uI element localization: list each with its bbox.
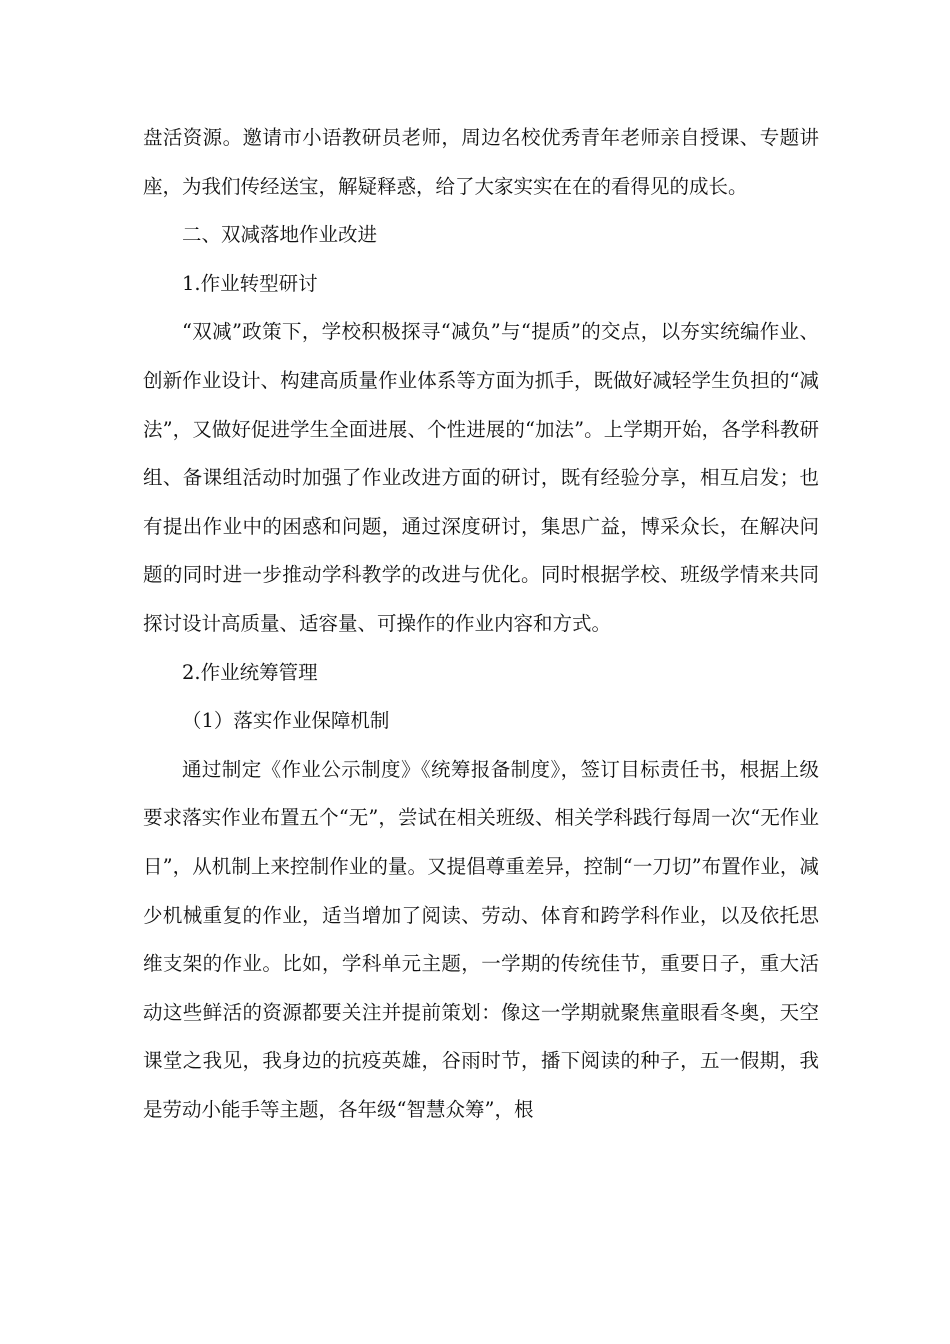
paragraph-homework-mechanism: 通过制定《作业公示制度》《统筹报备制度》，签订目标责任书，根据上级要求落实作业布置五个“无”，尝试在相关班级、相关学科践行每周一次“无作业日”，从机制上来控制作业的量。又提倡尊重差异，控制“一刀切”布置作业，减少机械重复的作业，适当增加了阅读、劳动、体育和跨学科作业，以及依托思维支架的作业。比如，学科单元主题，一学期的传统佳节，重要日子，重大活动这些鲜活的资源都要关注并提前策划：像这一学期就聚焦童眼看冬奥，天空课堂之我见，我身边的抗疫英雄，谷雨时节，播下阅读的种子，五一假期，我是劳动小能手等主题，各年级“智慧众筹”，根 — [143, 757, 819, 1121]
section-heading-2: 二、双减落地作业改进 — [182, 223, 378, 247]
subheading-homework-management: 2.作业统筹管理 — [182, 660, 318, 684]
paragraph-continuation: 盘活资源。邀请市小语教研员老师，周边名校优秀青年老师亲自授课、专题讲座，为我们传经送宝，解疑释惑，给了大家实实在在的看得见的成长。 — [143, 126, 819, 198]
subheading-homework-transformation: 1.作业转型研讨 — [182, 271, 318, 295]
paragraph-double-reduction-policy: “双减”政策下，学校积极探寻“减负”与“提质”的交点，以夯实统编作业、创新作业设计、构建高质量作业体系等方面为抓手，既做好减轻学生负担的“减法”，又做好促进学生全面进展、个性进展的“加法”。上学期开始，各学科教研组、备课组活动时加强了作业改进方面的研讨，既有经验分享，相互启发；也有提出作业中的困惑和问题，通过深度研讨，集思广益，博采众长，在解决问题的同时进一步推动学科教学的改进与优化。同时根据学校、班级学情来共同探讨设计高质量、适容量、可操作的作业内容和方式。 — [143, 320, 819, 635]
document-body — [143, 114, 819, 1134]
subheading-homework-mechanism: （1）落实作业保障机制 — [182, 709, 390, 733]
